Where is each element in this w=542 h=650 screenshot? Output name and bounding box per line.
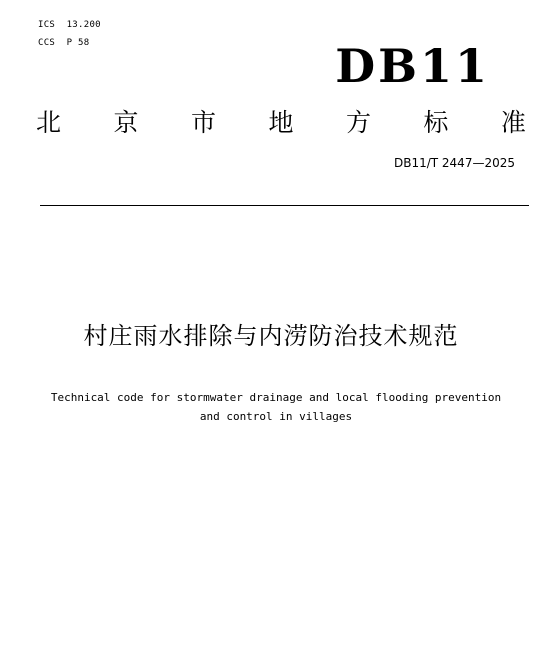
standard-type-char: 标	[423, 108, 449, 137]
document-title-english	[20, 388, 532, 426]
ics-code: ICS 13.200	[38, 20, 101, 30]
standard-type-char: 市	[190, 108, 216, 137]
standard-type-char: 准	[500, 108, 526, 137]
standard-number: DB11/T 2447—2025	[393, 156, 515, 170]
standard-type-char: 地	[268, 108, 294, 137]
standard-type-heading	[36, 107, 526, 139]
standard-type-char: 北	[36, 108, 62, 137]
english-title-line: Technical code for stormwater drainage and local flooding prevention	[50, 391, 502, 404]
ccs-code: CCS P 58	[38, 38, 90, 48]
header-divider	[40, 205, 529, 206]
standard-mark: DB11	[335, 39, 490, 93]
english-title-line: and control in villages	[199, 410, 353, 423]
standard-type-char: 京	[113, 108, 139, 137]
document-title-chinese: 村庄雨水排除与内涝防治技术规范	[83, 322, 459, 350]
standard-type-char: 方	[345, 108, 371, 137]
